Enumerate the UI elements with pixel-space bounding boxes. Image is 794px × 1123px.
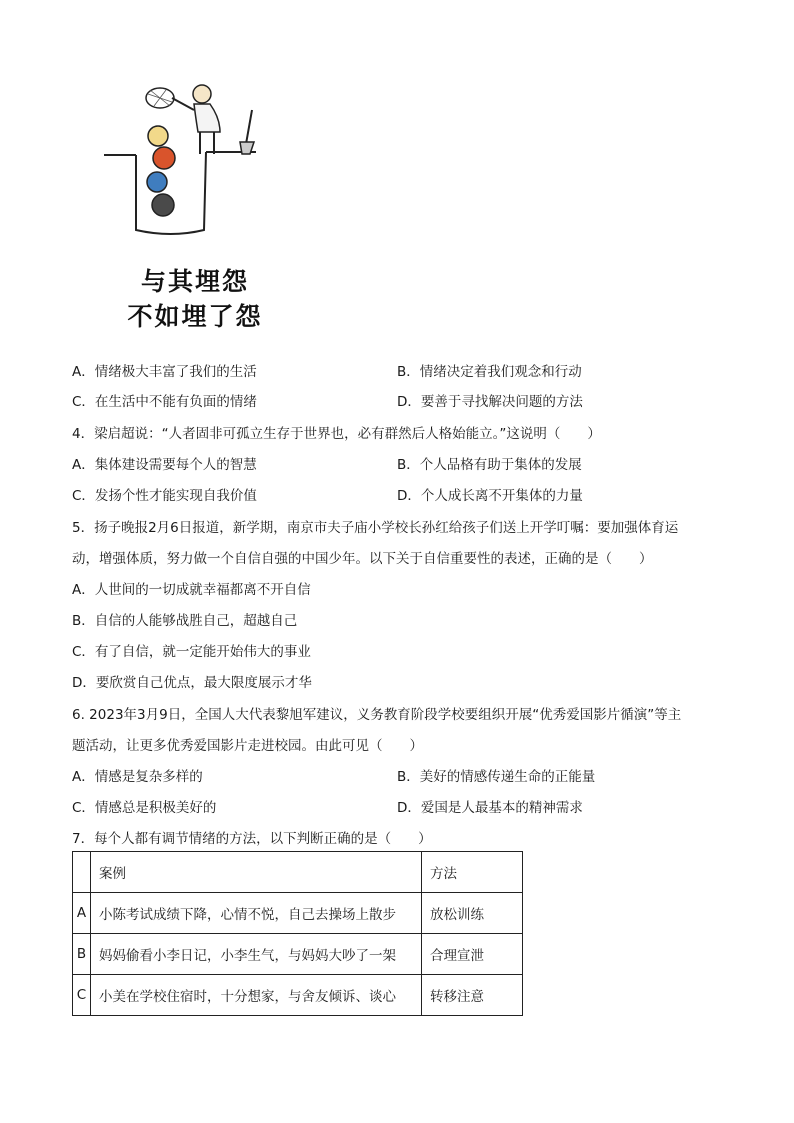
table-row: [73, 975, 523, 1016]
q3-option-d: D．要善于寻找解决问题的方法: [397, 394, 583, 410]
table-cell: 合理宣泄: [422, 934, 523, 975]
q6-stem-line2: 题活动，让更多优秀爱国影片走进校园。由此可见（ ）: [72, 738, 423, 754]
q6-option-d: D．爱国是人最基本的精神需求: [397, 800, 583, 816]
q3-option-b: B．情绪决定着我们观念和行动: [397, 364, 582, 380]
table-cell: 放松训练: [422, 893, 523, 934]
q5-option-d: D．要欣赏自己优点，最大限度展示才华: [72, 675, 312, 691]
q5-option-a: A．人世间的一切成就幸福都离不开自信: [72, 582, 311, 598]
table-header-row: [73, 852, 523, 893]
table-cell: 妈妈偷看小李日记，小李生气，与妈妈大吵了一架: [91, 934, 422, 975]
q6-option-a: A．情感是复杂多样的: [72, 769, 203, 785]
q4-option-c: C．发扬个性才能实现自我价值: [72, 488, 257, 504]
q7-stem: 7．每个人都有调节情绪的方法，以下判断正确的是（ ）: [72, 831, 432, 847]
q7-table: [72, 851, 523, 1016]
table-cell: 小美在学校住宿时，十分想家，与舍友倾诉、谈心: [91, 975, 422, 1016]
q4-stem: 4．梁启超说：“人者固非可孤立生存于世界也，必有群然后人格始能立。”这说明（ ）: [72, 426, 601, 442]
table-row: [73, 934, 523, 975]
q6-option-b: B．美好的情感传递生命的正能量: [397, 769, 596, 785]
table-cell: 小陈考试成绩下降，心情不悦，自己去操场上散步: [91, 893, 422, 934]
caption-line-1: 与其埋怨: [140, 267, 249, 296]
q4-option-d: D．个人成长离不开集体的力量: [397, 488, 583, 504]
table-cell: C: [73, 975, 91, 1016]
table-cell: A: [73, 893, 91, 934]
q5-stem-line1: 5．扬子晚报2月6日报道，新学期，南京市夫子庙小学校长孙红给孩子们送上开学叮嘱：要加强体育运: [72, 520, 679, 536]
table-row: [73, 893, 523, 934]
q3-option-c: C．在生活中不能有负面的情绪: [72, 394, 257, 410]
table-header-cell: 方法: [422, 852, 523, 893]
table-header-cell: 案例: [91, 852, 422, 893]
q6-stem-line1: 6. 2023年3月9日，全国人大代表黎旭军建议，义务教育阶段学校要组织开展“优秀爱国影片循演”等主: [72, 707, 682, 723]
q3-option-a: A．情绪极大丰富了我们的生活: [72, 364, 257, 380]
table-cell: 转移注意: [422, 975, 523, 1016]
q5-option-c: C．有了自信，就一定能开始伟大的事业: [72, 644, 311, 660]
q5-stem-line2: 动，增强体质，努力做一个自信自强的中国少年。以下关于自信重要性的表述，正确的是（ ）: [72, 551, 653, 567]
table-header-cell: [73, 852, 91, 893]
q4-option-a: A．集体建设需要每个人的智慧: [72, 457, 257, 473]
q5-option-b: B．自信的人能够战胜自己，超越自己: [72, 613, 298, 629]
table-cell: B: [73, 934, 91, 975]
caption-line-2: 不如埋了怨: [127, 302, 263, 331]
q6-option-c: C．情感总是积极美好的: [72, 800, 217, 816]
q4-option-b: B．个人品格有助于集体的发展: [397, 457, 582, 473]
